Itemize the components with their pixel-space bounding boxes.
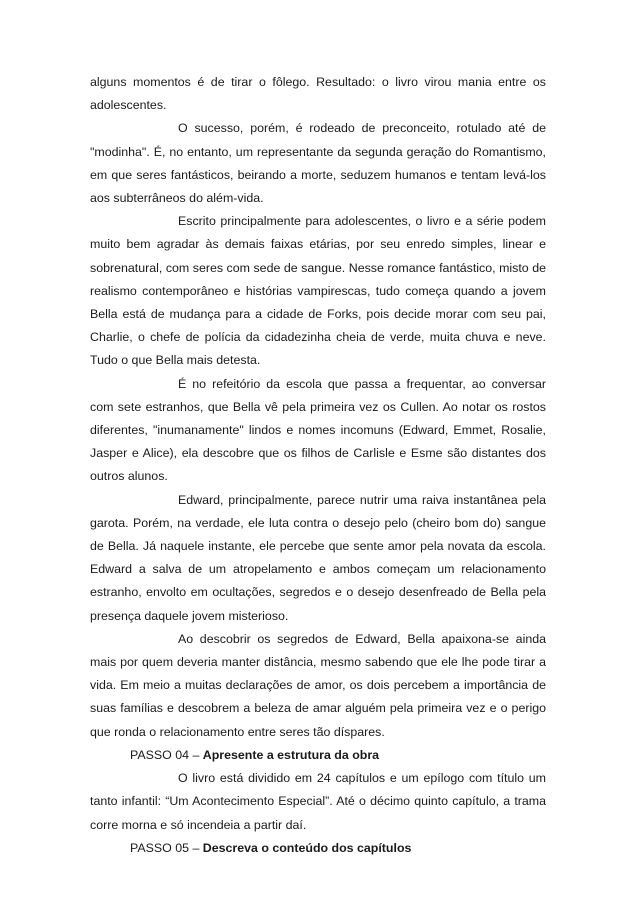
paragraph-plot-intro: Escrito principalmente para adolescentes, o livro e a série podem muito bem agradar às demais faixas etárias, por seu enredo simples, linear e sobrenatural, com seres com sede de sangue. Nesse romance fantástico, misto de realismo contemporâneo e histórias vampirescas, tudo começa quando a jovem Bella está de mudança para a cidade de Forks, pois decide morar com seu pai, Charlie, o chefe de polícia da cidadezinha cheia de verde, muita chuva e neve. Tudo o que Bella mais detesta. [90,214,546,368]
paragraph-secrets: Ao descobrir os segredos de Edward, Bella apaixona-se ainda mais por quem deveria manter distância, mesmo sabendo que ele lhe pode tirar a vida. Em meio a muitas declarações de amor, os dois percebem a importância de suas famílias e descobrem a beleza de amar alguém pela primeira vez e o perigo que ronda o relacionamento entre seres tão díspares. [90,631,546,739]
step-04-heading [90,744,546,767]
step-04-title: Apresente a estrutura da obra [202,747,380,762]
paragraph-prejudice: O sucesso, porém, é rodeado de preconceito, rotulado até de "modinha". É, no entanto, um representante da segunda geração do Romantismo, em que seres fantásticos, beirando a morte, seduzem humanos e tentam levá-los aos subterrâneos do além-vida. [90,121,546,206]
step-05-heading [90,837,546,860]
paragraph-continuation: alguns momentos é de tirar o fôlego. Resultado: o livro virou mania entre os adolescentes. [90,75,546,113]
paragraph-edward: Edward, principalmente, parece nutrir uma raiva instantânea pela garota. Porém, na verdade, ele luta contra o desejo pelo (cheiro bom do) sangue de Bella. Já naquele instante, ele percebe que sente amor pela novata da escola. Edward a salva de um atropelamento e ambos começam um relacionamento estranho, envolto em ocultações, segredos e o desejo desenfreado de Bella pela presença daquele jovem misterioso. [90,492,546,623]
paragraph-cullens: É no refeitório da escola que passa a frequentar, ao conversar com sete estranhos, que Bella vê pela primeira vez os Cullen. Ao notar os rostos diferentes, "inumanamente" lindos e nomes incomuns (Edward, Emmet, Rosalie, Jasper e Alice), ela descobre que os filhos de Carlisle e Esme são distantes dos outros alunos. [90,376,546,484]
step-04-text: O livro está dividido em 24 capítulos e um epílogo com título um tanto infantil: “Um Acontecimento Especial”. Até o décimo quinto capítulo, a trama corre morna e só incendeia a partir daí. [90,771,546,832]
document-body [90,71,546,860]
step-04-prefix: PASSO 04 – [130,747,203,762]
step-05-prefix: PASSO 05 – [130,840,203,855]
step-05-title: Descreva o conteúdo dos capítulos [202,840,412,855]
